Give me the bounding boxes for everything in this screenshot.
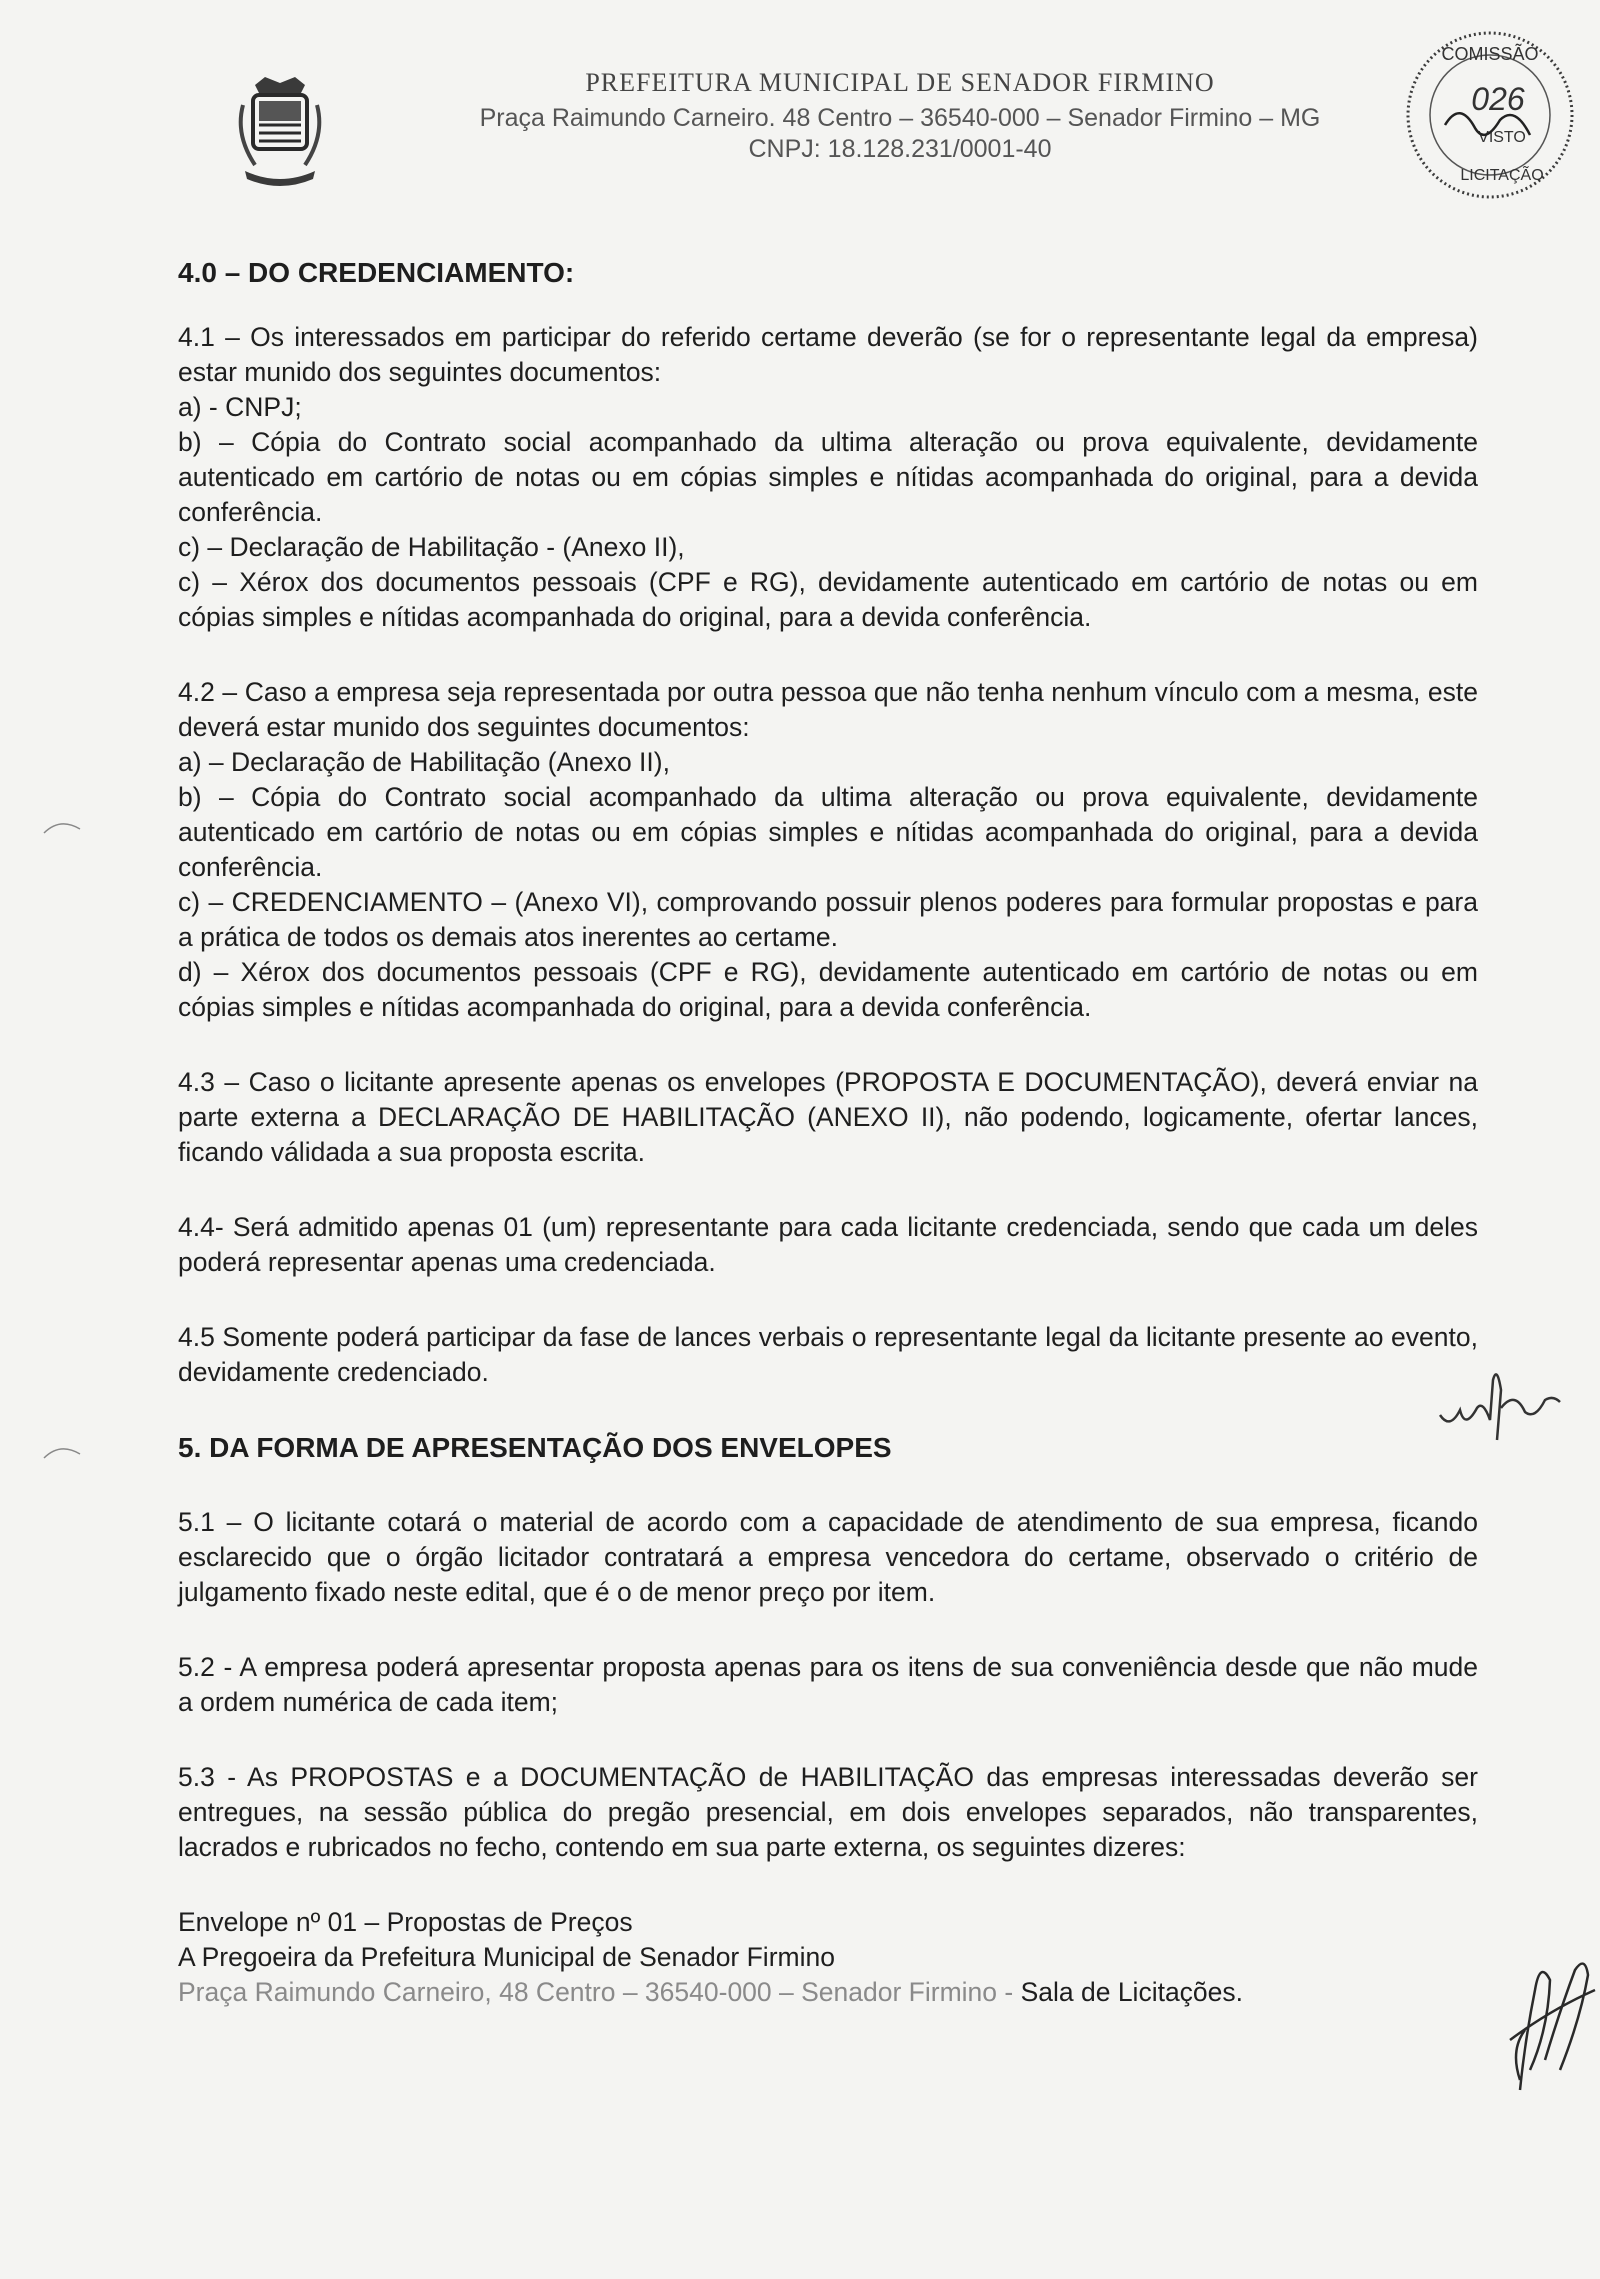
- clause-4-2-c: c) – CREDENCIAMENTO – (Anexo VI), comprovando possuir plenos poderes para formular propostas e para a prática de todos os demais atos inerentes ao certame.: [178, 887, 1478, 952]
- margin-punch-mark: [42, 815, 82, 835]
- margin-punch-mark: [42, 1440, 82, 1460]
- section4-heading: 4.0 – DO CREDENCIAMENTO:: [178, 257, 575, 288]
- envelope-room: Sala de Licitações.: [1020, 1977, 1244, 2007]
- clause-4-2-a: a) – Declaração de Habilitação (Anexo II),: [178, 747, 670, 777]
- clause-4-4: 4.4- Será admitido apenas 01 (um) representante para cada licitante credenciada, sendo que cada um deles poderá representar apenas uma credenciada.: [178, 1212, 1478, 1277]
- handwritten-initials-signature: [1435, 1360, 1565, 1450]
- clause-4-2-b: b) – Cópia do Contrato social acompanhado da ultima alteração ou prova equivalente, devidamente autenticado em cartório de notas ou em cópias simples e nítidas acompanhada do original, para a devida conferência.: [178, 782, 1478, 882]
- clause-4-1-a: a) - CNPJ;: [178, 392, 302, 422]
- envelope-line-2: A Pregoeira da Prefeitura Municipal de Senador Firmino: [178, 1942, 835, 1972]
- handwritten-rubric-signature: [1490, 1950, 1600, 2100]
- envelope-line-3: [178, 1975, 1478, 2010]
- clause-4-1-c1: c) – Declaração de Habilitação - (Anexo II),: [178, 532, 685, 562]
- stamp-visto: VISTO: [1478, 129, 1526, 146]
- clause-4-1-b: b) – Cópia do Contrato social acompanhado da ultima alteração ou prova equivalente, devidamente autenticado em cartório de notas ou em cópias simples e nítidas acompanhada do original, para a devida conferência.: [178, 427, 1478, 527]
- letterhead-cnpj: CNPJ: 18.128.231/0001-40: [748, 135, 1052, 163]
- letterhead-title: PREFEITURA MUNICIPAL DE SENADOR FIRMINO: [585, 68, 1215, 97]
- clause-4-5: 4.5 Somente poderá participar da fase de lances verbais o representante legal da licitante presente ao evento, devidamente credenciado.: [178, 1322, 1478, 1387]
- stamp-bottom-text: LICITAÇÃO: [1460, 167, 1544, 184]
- letterhead-address: Praça Raimundo Carneiro. 48 Centro – 36540-000 – Senador Firmino – MG: [479, 104, 1321, 132]
- section5-heading: 5. DA FORMA DE APRESENTAÇÃO DOS ENVELOPES: [178, 1432, 892, 1463]
- clause-5-3: 5.3 - As PROPOSTAS e a DOCUMENTAÇÃO de HABILITAÇÃO das empresas interessadas deverão ser entregues, na sessão pública do pregão presencial, em dois envelopes separados, não transparentes, lacrados e rubricados no fecho, contendo em sua parte externa, os seguintes dizeres:: [178, 1762, 1478, 1862]
- municipal-crest-icon: [235, 75, 325, 195]
- clause-4-2: 4.2 – Caso a empresa seja representada por outra pessoa que não tenha nenhum vínculo com a mesma, este deverá estar munido dos seguintes documentos:: [178, 677, 1478, 742]
- letterhead: [420, 68, 1380, 164]
- clause-4-3: 4.3 – Caso o licitante apresente apenas os envelopes (PROPOSTA E DOCUMENTAÇÃO), deverá enviar na parte externa a DECLARAÇÃO DE HABILITAÇÃO (ANEXO II), não podendo, logicamente, ofertar lances, ficando válidada a sua proposta escrita.: [178, 1067, 1478, 1167]
- clause-4-1: 4.1 – Os interessados em participar do referido certame deverão (se for o representante legal da empresa) estar munido dos seguintes documentos:: [178, 322, 1478, 387]
- stamp-number: 026: [1471, 81, 1525, 117]
- envelope-line-1: Envelope nº 01 – Propostas de Preços: [178, 1907, 633, 1937]
- commission-stamp: [1390, 20, 1590, 210]
- document-body: [178, 255, 1478, 2010]
- envelope-address: Praça Raimundo Carneiro, 48 Centro – 36540-000 – Senador Firmino -: [178, 1977, 1021, 2007]
- stamp-top-text: COMISSÃO: [1441, 44, 1539, 64]
- clause-4-2-d: d) – Xérox dos documentos pessoais (CPF e RG), devidamente autenticado em cartório de notas ou em cópias simples e nítidas acompanhada do original, para a devida conferência.: [178, 957, 1478, 1022]
- clause-5-1: 5.1 – O licitante cotará o material de acordo com a capacidade de atendimento de sua empresa, ficando esclarecido que o órgão licitador contratará a empresa vencedora do certame, observado o critério de julgamento fixado neste edital, que é o de menor preço por item.: [178, 1507, 1478, 1607]
- clause-4-1-c2: c) – Xérox dos documentos pessoais (CPF e RG), devidamente autenticado em cartório de notas ou em cópias simples e nítidas acompanhada do original, para a devida conferência.: [178, 567, 1478, 632]
- clause-5-2: 5.2 - A empresa poderá apresentar proposta apenas para os itens de sua conveniência desde que não mude a ordem numérica de cada item;: [178, 1652, 1478, 1717]
